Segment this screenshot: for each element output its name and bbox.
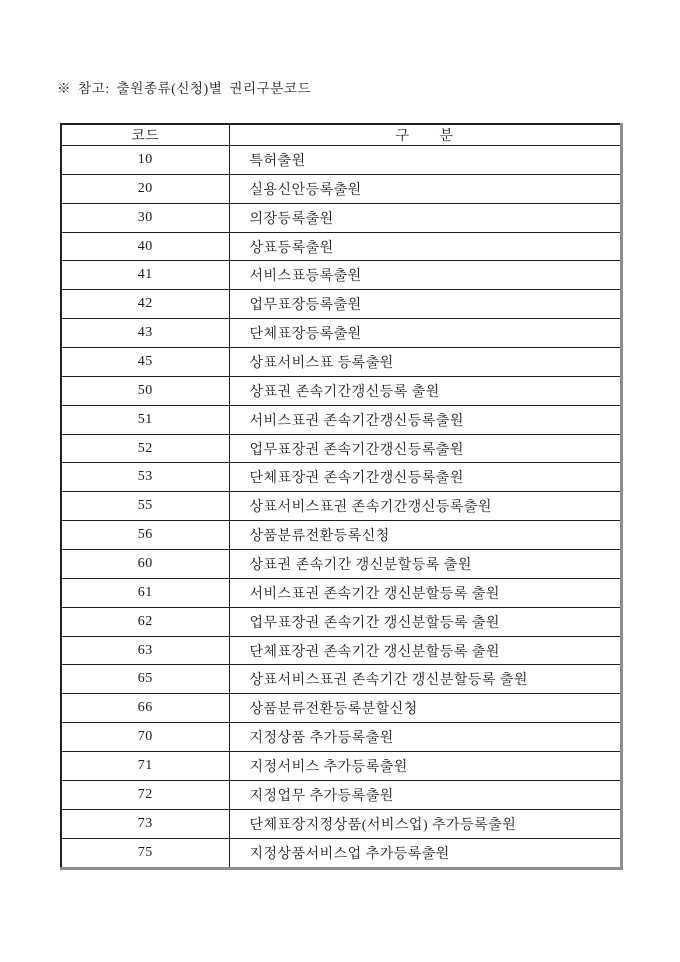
code-cell: 65 [61, 665, 229, 694]
table-header-row [61, 124, 621, 146]
table-row [61, 752, 621, 781]
category-cell: 실용신안등록출원 [229, 174, 621, 203]
category-cell: 단체표장권 존속기간갱신등록출원 [229, 463, 621, 492]
code-cell: 41 [61, 261, 229, 290]
table-row [61, 578, 621, 607]
table-row [61, 174, 621, 203]
page-title: ※ 참고: 출원종류(신청)별 권리구분코드 [57, 81, 312, 96]
code-cell: 75 [61, 838, 229, 868]
code-cell: 45 [61, 348, 229, 377]
code-cell: 43 [61, 319, 229, 348]
table-row [61, 376, 621, 405]
code-cell: 71 [61, 752, 229, 781]
category-cell: 의장등록출원 [229, 203, 621, 232]
code-cell: 10 [61, 146, 229, 175]
table-row [61, 838, 621, 868]
code-cell: 20 [61, 174, 229, 203]
category-cell: 단체표장지정상품(서비스업) 추가등록출원 [229, 809, 621, 838]
code-cell: 72 [61, 780, 229, 809]
code-cell: 61 [61, 578, 229, 607]
category-cell: 업무표장권 존속기간 갱신분할등록 출원 [229, 607, 621, 636]
code-cell: 40 [61, 232, 229, 261]
code-cell: 51 [61, 405, 229, 434]
table-row [61, 319, 621, 348]
table-row [61, 434, 621, 463]
category-cell: 지정상품서비스업 추가등록출원 [229, 838, 621, 868]
table-row [61, 203, 621, 232]
table-row [61, 492, 621, 521]
category-cell: 서비스표권 존속기간갱신등록출원 [229, 405, 621, 434]
table-row [61, 405, 621, 434]
code-cell: 60 [61, 550, 229, 579]
table-row [61, 463, 621, 492]
category-cell: 상표등록출원 [229, 232, 621, 261]
code-cell: 50 [61, 376, 229, 405]
category-cell: 서비스표권 존속기간 갱신분할등록 출원 [229, 578, 621, 607]
category-cell: 단체표장등록출원 [229, 319, 621, 348]
code-cell: 30 [61, 203, 229, 232]
category-cell: 상표서비스표권 존속기간갱신등록출원 [229, 492, 621, 521]
table-row [61, 607, 621, 636]
category-cell: 상표권 존속기간갱신등록 출원 [229, 376, 621, 405]
code-cell: 55 [61, 492, 229, 521]
table-row [61, 550, 621, 579]
category-cell: 상표서비스표권 존속기간 갱신분할등록 출원 [229, 665, 621, 694]
code-cell: 63 [61, 636, 229, 665]
category-cell: 상표권 존속기간 갱신분할등록 출원 [229, 550, 621, 579]
code-table [60, 123, 623, 870]
code-cell: 66 [61, 694, 229, 723]
category-cell: 상표서비스표 등록출원 [229, 348, 621, 377]
category-cell: 단체표장권 존속기간 갱신분할등록 출원 [229, 636, 621, 665]
table-row [61, 348, 621, 377]
category-cell: 지정서비스 추가등록출원 [229, 752, 621, 781]
code-cell: 73 [61, 809, 229, 838]
code-cell: 56 [61, 521, 229, 550]
code-cell: 53 [61, 463, 229, 492]
category-cell: 상품분류전환등록신청 [229, 521, 621, 550]
category-cell: 특허출원 [229, 146, 621, 175]
table-row [61, 780, 621, 809]
table-row [61, 261, 621, 290]
code-cell: 70 [61, 723, 229, 752]
table-row [61, 146, 621, 175]
code-cell: 42 [61, 290, 229, 319]
table-row [61, 809, 621, 838]
category-cell: 서비스표등록출원 [229, 261, 621, 290]
category-cell: 상품분류전환등록분할신청 [229, 694, 621, 723]
column-header-category: 구 분 [229, 124, 621, 146]
table-row [61, 232, 621, 261]
code-cell: 62 [61, 607, 229, 636]
category-cell: 업무표장권 존속기간갱신등록출원 [229, 434, 621, 463]
column-header-code: 코드 [61, 124, 229, 146]
table-row [61, 636, 621, 665]
category-cell: 지정상품 추가등록출원 [229, 723, 621, 752]
table-row [61, 665, 621, 694]
category-cell: 업무표장등록출원 [229, 290, 621, 319]
category-cell: 지정업무 추가등록출원 [229, 780, 621, 809]
table-head [61, 124, 621, 146]
table-row [61, 290, 621, 319]
table-body [61, 146, 621, 869]
code-cell: 52 [61, 434, 229, 463]
table-row [61, 723, 621, 752]
table-row [61, 521, 621, 550]
table-row [61, 694, 621, 723]
